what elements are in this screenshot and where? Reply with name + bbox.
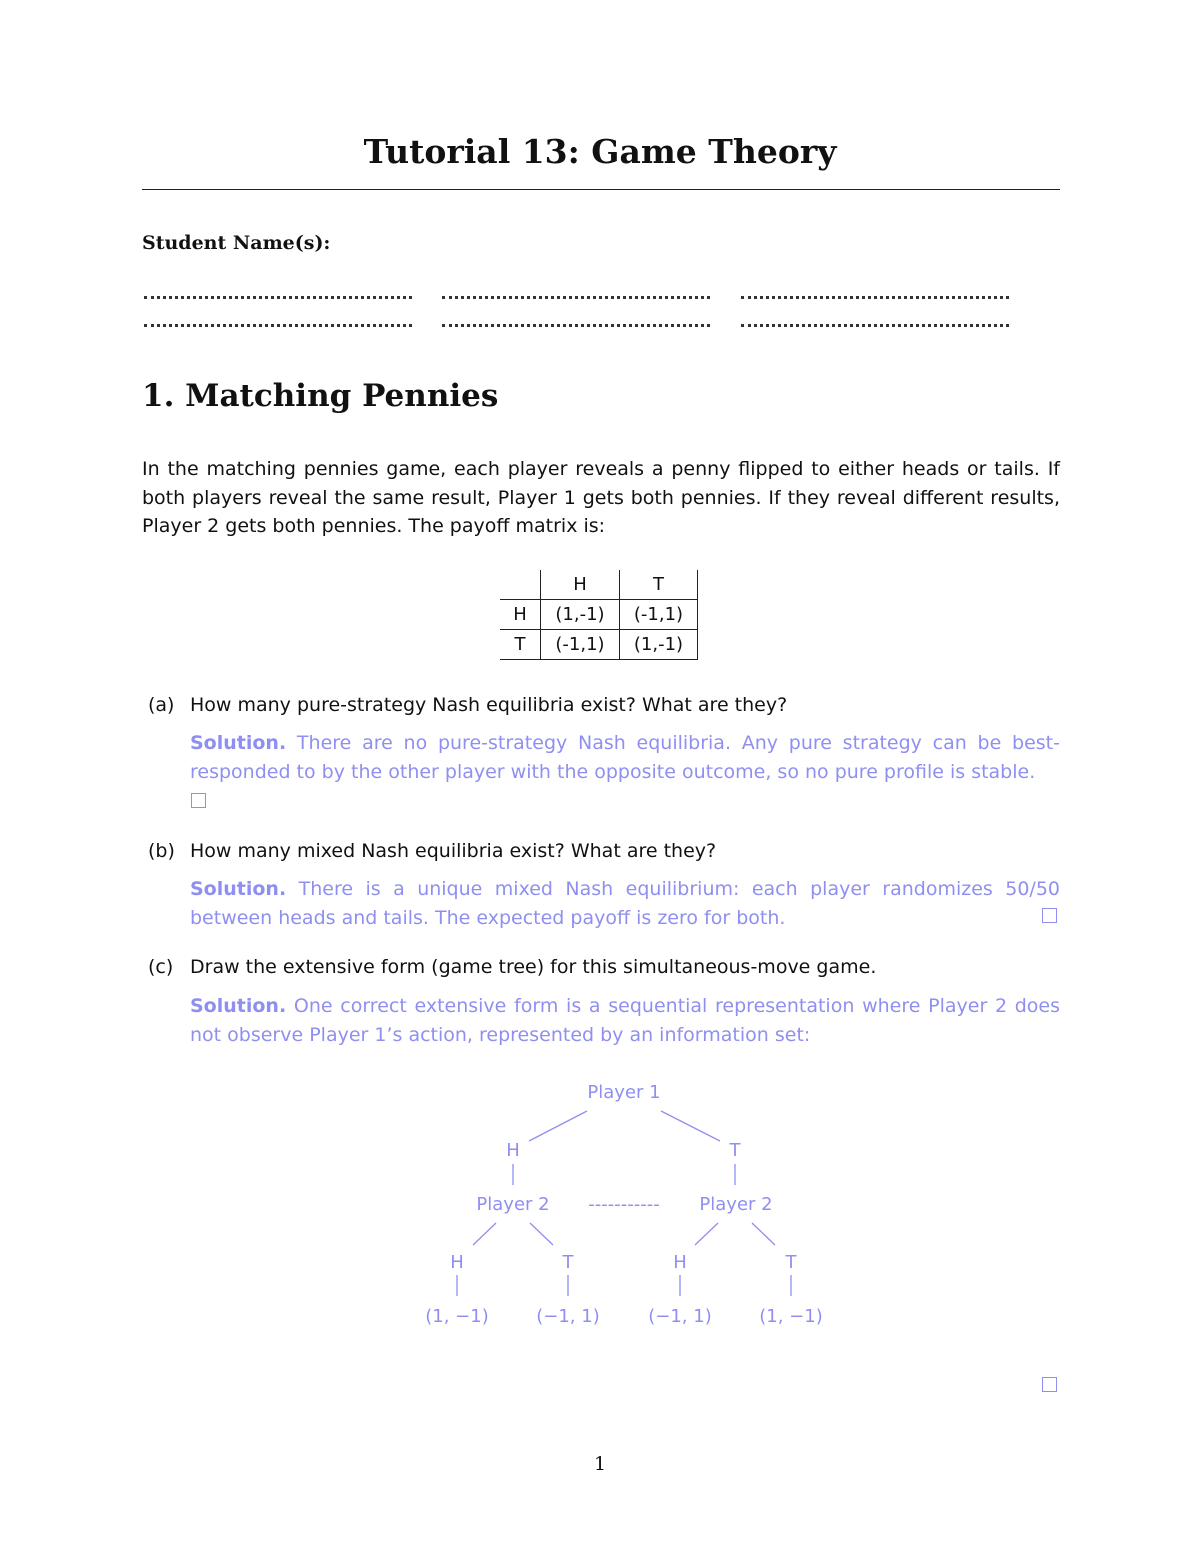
qed-icon	[1042, 908, 1057, 923]
payoff-cell: (1,-1)	[620, 630, 698, 660]
p2-action: H	[673, 1252, 687, 1273]
page-number: 1	[593, 1453, 607, 1475]
question-b-label: (b)	[148, 840, 175, 862]
edge	[661, 1111, 720, 1141]
row-header: T	[500, 630, 541, 660]
name-field-5[interactable]	[442, 324, 710, 327]
solution-label: Solution.	[190, 995, 287, 1017]
name-field-3[interactable]	[741, 296, 1009, 299]
question-a-label: (a)	[148, 694, 175, 716]
p2-action: T	[785, 1252, 797, 1273]
name-field-1[interactable]	[144, 296, 412, 299]
row-header: H	[500, 600, 541, 630]
solution-c-text: One correct extensive form is a sequential representation where Player 2 does not observe Player 1’s action, represented by an information set:	[190, 995, 1061, 1046]
p2-node-left: Player 2	[476, 1194, 550, 1215]
solution-label: Solution.	[190, 732, 287, 754]
p2-node-right: Player 2	[699, 1194, 773, 1215]
p2-action: H	[450, 1252, 464, 1273]
question-b-text: How many mixed Nash equilibria exist? What are they?	[190, 840, 717, 862]
qed-icon	[191, 793, 206, 808]
p2-action: T	[562, 1252, 574, 1273]
edge	[695, 1223, 718, 1245]
qed-icon	[1042, 1377, 1057, 1392]
document-title: Tutorial 13: Game Theory	[363, 132, 837, 171]
corner-cell	[500, 570, 541, 600]
payoff-cell: (1,-1)	[541, 600, 620, 630]
question-a-text: How many pure-strategy Nash equilibria exist? What are they?	[190, 694, 788, 716]
question-c-text: Draw the extensive form (game tree) for this simultaneous-move game.	[190, 956, 877, 978]
edge	[530, 1223, 553, 1245]
name-field-6[interactable]	[741, 324, 1009, 327]
section-intro	[142, 455, 1060, 541]
col-header: H	[541, 570, 620, 600]
solution-c	[190, 992, 1060, 1049]
p1-action-t: T	[729, 1140, 741, 1161]
name-field-2[interactable]	[442, 296, 710, 299]
solution-a-text: There are no pure-strategy Nash equilibria. Any pure strategy can be best-responded to by the other player with the opposite outcome, so no pure profile is stable.	[190, 732, 1060, 783]
solution-b-text: There is a unique mixed Nash equilibrium: each player randomizes 50/50 between heads and tails. The expected payoff is zero for both.	[190, 878, 1060, 929]
game-tree	[400, 1075, 840, 1335]
payoff-cell: (-1,1)	[541, 630, 620, 660]
payoff-leaf: (−1, 1)	[648, 1306, 712, 1327]
payoff-leaf: (1, −1)	[759, 1306, 823, 1327]
payoff-leaf: (1, −1)	[425, 1306, 489, 1327]
question-c-label: (c)	[148, 956, 174, 978]
edge	[752, 1223, 775, 1245]
solution-label: Solution.	[190, 878, 287, 900]
col-header: T	[620, 570, 698, 600]
payoff-leaf: (−1, 1)	[536, 1306, 600, 1327]
p1-action-h: H	[506, 1140, 520, 1161]
intro-paragraph: In the matching pennies game, each player reveals a penny flipped to either heads or tails. If both players reveal the same result, Player 1 gets both pennies. If they reveal different results, Player 2 gets both pennies. The payoff matrix is:	[142, 458, 1060, 537]
information-set-line: -----------	[588, 1194, 660, 1215]
edge	[529, 1111, 587, 1141]
edge	[473, 1223, 496, 1245]
solution-b	[190, 875, 1060, 932]
student-names-label: Student Name(s):	[142, 232, 331, 254]
title-divider	[142, 189, 1060, 190]
payoff-matrix	[500, 570, 698, 660]
section-heading: 1. Matching Pennies	[142, 378, 499, 414]
payoff-cell: (-1,1)	[620, 600, 698, 630]
name-field-4[interactable]	[144, 324, 412, 327]
solution-a	[190, 729, 1060, 786]
root-node: Player 1	[587, 1082, 661, 1103]
